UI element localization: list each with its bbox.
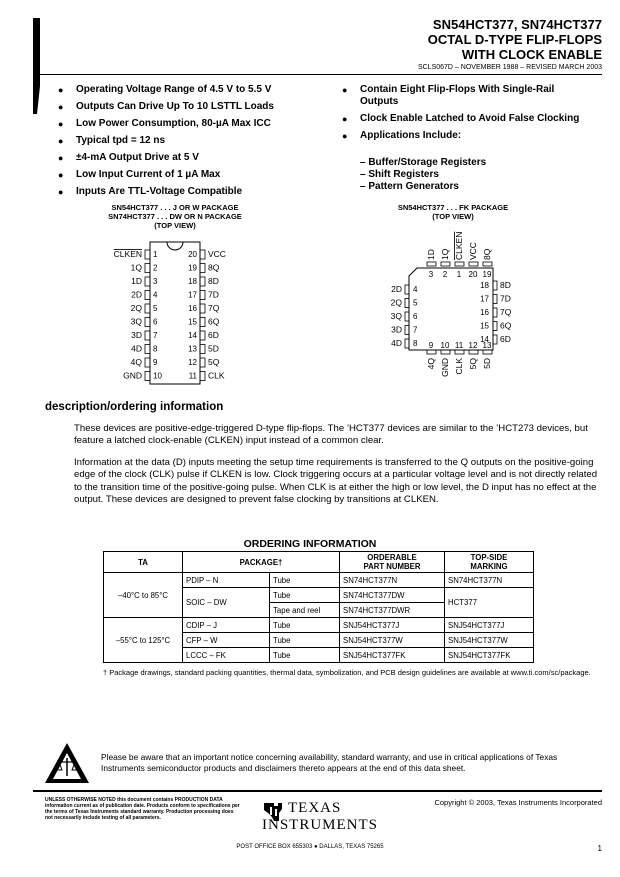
header-marking: TOP-SIDE MARKING — [445, 552, 534, 573]
fk-pin-name: 8D — [500, 280, 511, 290]
fk-pin-stub — [493, 281, 497, 290]
dip-label-1: SN54HCT377 . . . J OR W PACKAGE — [111, 203, 239, 212]
marking-cell: SNJ54HCT377J — [445, 618, 534, 633]
fk-pin-stub — [441, 262, 450, 266]
dip-pin-name: CLK — [208, 370, 225, 381]
dip-pin-number: 18 — [188, 277, 197, 286]
header-bar-tip — [33, 86, 40, 114]
dip-pin-name: 1Q — [130, 262, 142, 273]
dip-pin-number: 5 — [153, 304, 158, 313]
fk-pin-number: 14 — [480, 335, 489, 344]
logo-texas: TEXAS — [288, 800, 342, 816]
description-para-2 — [74, 457, 602, 506]
fk-pin-stub — [469, 350, 478, 354]
address: POST OFFICE BOX 655303 ● DALLAS, TEXAS 75265 — [236, 844, 384, 850]
dip-pin-name: 4D — [131, 343, 142, 354]
fk-pin-number: 12 — [468, 341, 478, 350]
dip-pin-name: 3D — [131, 330, 142, 340]
dip-pin-stub — [145, 304, 150, 313]
dip-pin-stub — [145, 358, 150, 367]
dip-pin-stub — [145, 345, 150, 354]
dip-pin-stub — [145, 318, 150, 327]
dip-pin-name: 5Q — [208, 357, 220, 367]
ordering-footnote: † Package drawings, standard packing quantities, thermal data, symbolization, and PCB design guidelines are available at www.ti.com/sc/package. — [103, 668, 591, 677]
packing-cell: Tube — [270, 648, 340, 663]
fk-pin-name: 7Q — [500, 307, 512, 317]
fk-pin-stub — [469, 262, 478, 266]
dip-pin-stub — [145, 372, 150, 381]
dip-pin-name: 8D — [208, 276, 219, 286]
dip-pin-number: 10 — [153, 371, 162, 381]
dip-pin-name: CLKEN — [113, 249, 142, 259]
feature-item: ● Operating Voltage Range of 4.5 V to 5.5 V — [58, 84, 328, 96]
dip-pin-number: 15 — [188, 317, 197, 327]
application-item: – Shift Registers — [360, 169, 439, 180]
fk-pin-stub — [405, 312, 409, 321]
feature-item: ● Low Input Current of 1 µA Max — [58, 169, 328, 181]
ta-cell: –40°C to 85°C — [104, 573, 183, 618]
dip-pin-number: 2 — [153, 263, 158, 273]
fk-pin-number: 15 — [480, 321, 489, 331]
fk-pin-name: 6Q — [500, 320, 512, 331]
dip-pin-stub — [145, 291, 150, 300]
fk-label-2: (TOP VIEW) — [432, 212, 474, 221]
dip-pin-stub — [145, 331, 150, 340]
copyright: Copyright © 2003, Texas Instruments Incorporated — [434, 798, 602, 807]
fk-pin-stub — [427, 262, 436, 266]
dip-pin-number: 11 — [188, 371, 197, 381]
application-item: – Buffer/Storage Registers — [360, 157, 487, 168]
dip-label-2: SN74HCT377 . . . DW OR N PACKAGE — [108, 212, 242, 221]
fk-pin-number: 19 — [482, 270, 492, 279]
document-number: SCLS067D – NOVEMBER 1988 – REVISED MARCH 2003 — [417, 64, 602, 71]
dip-pin-name: 7Q — [208, 303, 220, 313]
fk-pin-name: 2D — [391, 284, 402, 294]
dip-pin-name: 2D — [131, 289, 142, 300]
header-rule — [33, 74, 602, 75]
header-ta: TA — [104, 552, 183, 573]
package-cell: CDIP – J — [183, 618, 270, 633]
para1-text: These devices are positive-edge-triggered D-type flip-flops. The ’HCT377 devices are similar to the ’HCT273 devices, but feature a latched clock-enable (CLKEN) input instead of a common clear. — [74, 423, 588, 447]
dip-pin-number: 19 — [188, 263, 197, 273]
header-package: PACKAGE† — [183, 552, 340, 573]
fk-label-1: SN54HCT377 . . . FK PACKAGE — [397, 203, 509, 212]
fk-pin-name: 2Q — [390, 297, 402, 308]
ordering-table — [103, 551, 534, 663]
section-title: description/ordering information — [45, 401, 224, 413]
dip-pin-number: 6 — [153, 317, 158, 327]
package-cell: SOIC – DW — [183, 588, 270, 618]
fk-pin-name: 4D — [391, 338, 402, 348]
fk-pin-name: 3Q — [390, 311, 402, 321]
ta-cell: –55°C to 125°C — [104, 618, 183, 663]
para2-text: Information at the data (D) inputs meeting the setup time requirements is transferred to the Q outputs on the positive-going edge of the clock (CLK) pulse if CLKEN is low. Clock triggering occurs at a particular voltage level and is not directly related to the transition time of the positive-going pulse. When CLK is at either the high or low level, the D input has no effect at the output. These devices are designed to prevent false clocking by transitions at CLKEN. — [74, 457, 598, 505]
logo-instruments: INSTRUMENTS — [262, 817, 379, 833]
packing-cell: Tape and reel — [270, 603, 340, 618]
dip-pin-stub — [200, 358, 205, 367]
fk-pin-stub — [427, 350, 436, 354]
fk-pin-number: 10 — [440, 341, 450, 350]
package-cell: PDIP – N — [183, 573, 270, 588]
fk-pin-number: 13 — [482, 341, 492, 350]
packing-cell: Tube — [270, 573, 340, 588]
dip-pin-stub — [200, 304, 205, 313]
fk-pin-number: 8 — [413, 339, 418, 348]
dip-pin-stub — [200, 291, 205, 300]
fk-pin-number: 9 — [428, 341, 434, 350]
fk-pin-stub — [493, 322, 497, 331]
fk-pin-name: 7D — [500, 293, 511, 304]
fk-pin-name: CLKEN — [454, 231, 464, 260]
fk-pin-stub — [483, 350, 492, 354]
fk-pin-number: 16 — [480, 308, 489, 317]
fk-pin-number: 1 — [456, 270, 462, 279]
dip-pin-number: 12 — [188, 358, 197, 367]
dip-pin-name: 3Q — [130, 316, 142, 327]
fk-pin-name: CLK — [454, 358, 464, 375]
fk-pin-number: 17 — [480, 294, 489, 304]
dip-pin-number: 7 — [153, 331, 158, 340]
dip-pin-name: 6Q — [208, 316, 220, 327]
fk-pin-name: 5D — [482, 358, 492, 369]
features-left — [58, 84, 328, 203]
fk-pin-number: 11 — [454, 341, 464, 350]
dip-pin-name: 8Q — [208, 262, 220, 273]
fk-pin-number: 18 — [480, 281, 489, 290]
fk-pin-stub — [441, 350, 450, 354]
marking-cell: SNJ54HCT377FK — [445, 648, 534, 663]
fk-pin-stub — [493, 308, 497, 317]
dip-pin-stub — [200, 264, 205, 273]
title-line-2: OCTAL D-TYPE FLIP-FLOPS — [427, 32, 602, 47]
fk-pin-stub — [455, 262, 464, 266]
fk-pin-name: VCC — [468, 242, 478, 260]
fk-pin-number: 7 — [413, 325, 418, 335]
dip-pin-name: 4Q — [130, 357, 142, 367]
fk-pin-stub — [405, 339, 409, 348]
dip-pin-number: 8 — [153, 344, 158, 354]
fk-pin-number: 3 — [428, 270, 434, 279]
title-line-1: SN54HCT377, SN74HCT377 — [432, 17, 602, 32]
marking-cell: SN74HCT377N — [445, 573, 534, 588]
dip-pin-stub — [145, 250, 150, 259]
dip-pin-stub — [200, 250, 205, 259]
packing-cell: Tube — [270, 588, 340, 603]
feature-item: ● Applications Include: — [342, 130, 582, 142]
dip-pin-stub — [200, 277, 205, 286]
feature-item: ● Typical tpd = 12 ns — [58, 135, 328, 147]
dip-pin-name: 2Q — [130, 303, 142, 313]
dip-pin-number: 1 — [153, 250, 158, 259]
fk-pin-number: 6 — [413, 312, 418, 321]
package-cell: LCCC – FK — [183, 648, 270, 663]
part-number-cell: SN74HCT377DWR — [340, 603, 445, 618]
dip-pin-number: 13 — [188, 344, 197, 354]
dip-pin-name: VCC — [208, 249, 226, 259]
fk-pin-number: 20 — [468, 270, 478, 279]
fk-pin-stub — [493, 335, 497, 344]
fk-pin-name: 1Q — [440, 248, 450, 260]
dip-pin-number: 17 — [188, 290, 197, 300]
package-cell: CFP – W — [183, 633, 270, 648]
part-number-cell: SN74HCT377N — [340, 573, 445, 588]
dip-pin-stub — [145, 277, 150, 286]
dip-pin-name: 7D — [208, 289, 219, 300]
packing-cell: Tube — [270, 633, 340, 648]
dip-pin-number: 14 — [188, 331, 197, 340]
dip-pin-stub — [200, 331, 205, 340]
dip-pin-stub — [145, 264, 150, 273]
fk-pin-name: 1D — [426, 249, 436, 260]
production-data-notice: UNLESS OTHERWISE NOTED this document contains PRODUCTION DATA information current as of publication date. Products conform to specifications per the terms of Texas Instruments standard warranty. Production processing does not necessarily include testing of all parameters. — [45, 797, 240, 821]
fk-pin-name: GND — [440, 358, 450, 377]
dip-pin-stub — [200, 318, 205, 327]
feature-item: ● Low Power Consumption, 80-µA Max ICC — [58, 118, 328, 130]
dip-pin-number: 20 — [188, 250, 197, 259]
table-header-row — [104, 552, 534, 573]
part-number-cell: SNJ54HCT377FK — [340, 648, 445, 663]
application-item: – Pattern Generators — [360, 181, 459, 192]
fk-pin-name: 3D — [391, 324, 402, 335]
fk-pin-name: 8Q — [482, 248, 492, 260]
fk-pin-name: 6D — [500, 334, 511, 344]
dip-pin-name: 6D — [208, 330, 219, 340]
fk-pin-name: 4Q — [426, 358, 436, 370]
part-number-cell: SN74HCT377DW — [340, 588, 445, 603]
fk-pin-name: 5Q — [468, 358, 478, 370]
title-line-3: WITH CLOCK ENABLE — [461, 47, 602, 62]
dip-pin-name: GND — [123, 370, 142, 381]
features-right — [342, 84, 582, 142]
dip-diagram — [100, 238, 250, 386]
header-part-number: ORDERABLE PART NUMBER — [340, 552, 445, 573]
feature-item: ● Inputs Are TTL-Voltage Compatible — [58, 186, 328, 198]
fk-pin-stub — [405, 285, 409, 294]
fk-pin-number: 5 — [413, 298, 418, 308]
part-number-cell: SNJ54HCT377W — [340, 633, 445, 648]
description-para-1 — [74, 423, 602, 448]
fk-pin-stub — [483, 262, 492, 266]
notice-text: Please be aware that an important notice concerning availability, standard warranty, and use in critical applications of Texas Instruments semiconductor products and disclaimers thereto appears at the end of this data sheet. — [101, 752, 558, 773]
dip-pin-number: 4 — [153, 290, 158, 300]
fk-pin-stub — [405, 299, 409, 308]
dip-label-3: (TOP VIEW) — [154, 221, 196, 230]
dip-pin-name: 5D — [208, 343, 219, 354]
table-row — [104, 573, 534, 588]
marking-cell: SNJ54HCT377W — [445, 633, 534, 648]
feature-item: ● Contain Eight Flip-Flops With Single-Rail Outputs — [342, 84, 582, 108]
dip-pin-name: 1D — [131, 276, 142, 286]
dip-pin-stub — [200, 372, 205, 381]
fk-pin-number: 4 — [413, 285, 418, 294]
fk-pin-stub — [455, 350, 464, 354]
ordering-title: ORDERING INFORMATION — [243, 538, 377, 550]
dip-pin-stub — [200, 345, 205, 354]
feature-item: ● Clock Enable Latched to Avoid False Clocking — [342, 113, 582, 125]
footer-rule — [33, 790, 602, 792]
feature-item: ● Outputs Can Drive Up To 10 LSTTL Loads — [58, 101, 328, 113]
marking-cell: HCT377 — [445, 588, 534, 618]
fk-pin-stub — [493, 295, 497, 304]
part-number-cell: SNJ54HCT377J — [340, 618, 445, 633]
dip-pin-number: 9 — [153, 358, 158, 367]
feature-item: ● ±4-mA Output Drive at 5 V — [58, 152, 328, 164]
fk-pin-number: 2 — [442, 270, 448, 279]
warning-triangle-icon — [44, 742, 90, 784]
fk-pin-stub — [405, 326, 409, 335]
table-row — [104, 618, 534, 633]
packing-cell: Tube — [270, 618, 340, 633]
page-number: 1 — [597, 844, 602, 853]
header-bar — [33, 18, 40, 86]
dip-pin-number: 3 — [153, 277, 158, 286]
fk-diagram — [385, 222, 535, 392]
dip-pin-number: 16 — [188, 304, 197, 313]
